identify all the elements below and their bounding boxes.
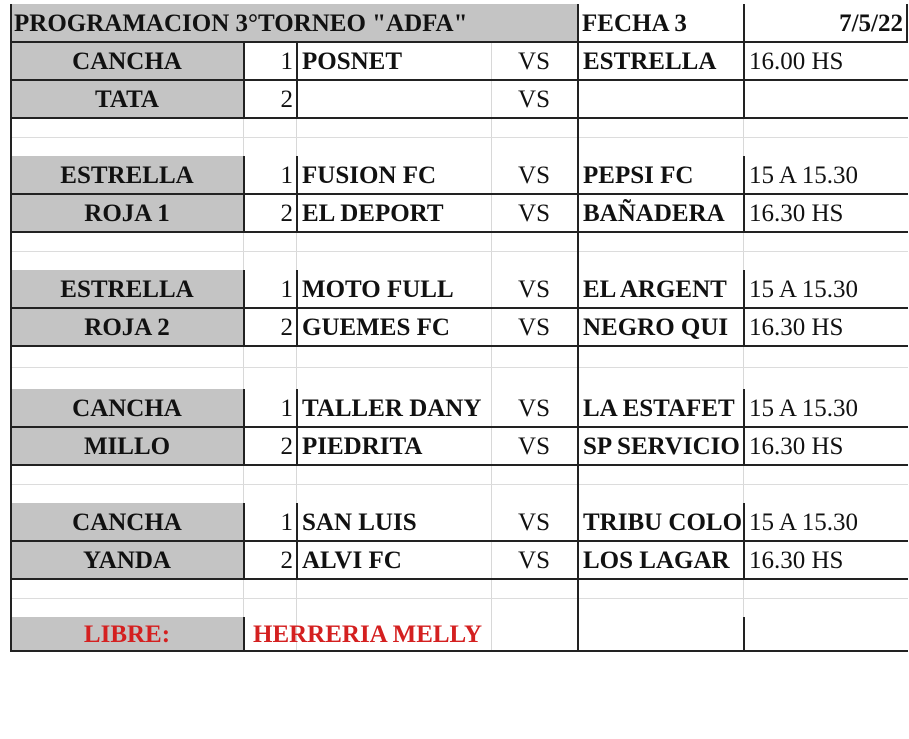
field-number: 1 bbox=[280, 275, 293, 303]
row-border bbox=[10, 578, 908, 580]
row-border bbox=[10, 231, 908, 233]
home-team: ALVI FC bbox=[302, 546, 402, 574]
home-team: TALLER DANY bbox=[302, 394, 482, 422]
column-border bbox=[296, 270, 298, 346]
column-border bbox=[243, 617, 245, 652]
field-number: 2 bbox=[280, 432, 293, 460]
venue-name: ESTRELLA bbox=[60, 161, 194, 189]
column-border bbox=[743, 503, 745, 579]
libre-team: HERRERIA MELLY bbox=[253, 621, 482, 648]
field-number: 2 bbox=[280, 313, 293, 341]
venue-name: ROJA 1 bbox=[84, 199, 170, 227]
field-number: 1 bbox=[280, 394, 293, 422]
column-border bbox=[296, 156, 298, 232]
page-title: PROGRAMACION 3°TORNEO "ADFA" bbox=[14, 9, 468, 37]
venue-name: ESTRELLA bbox=[60, 275, 194, 303]
row-border bbox=[10, 464, 908, 466]
vs-label: VS bbox=[518, 313, 550, 341]
column-border bbox=[243, 503, 245, 579]
column-border bbox=[577, 4, 579, 652]
kickoff-time: 15 A 15.30 bbox=[749, 394, 859, 422]
row-gridline bbox=[10, 484, 908, 485]
home-team: PIEDRITA bbox=[302, 432, 423, 460]
vs-label: VS bbox=[518, 47, 550, 75]
vs-label: VS bbox=[518, 275, 550, 303]
row-border bbox=[10, 307, 908, 309]
away-team: SP SERVICIO bbox=[583, 432, 740, 460]
kickoff-time: 15 A 15.30 bbox=[749, 275, 859, 303]
column-border bbox=[906, 4, 908, 42]
field-number: 1 bbox=[280, 161, 293, 189]
row-border bbox=[10, 79, 908, 81]
libre-label: LIBRE: bbox=[83, 621, 171, 648]
column-border bbox=[743, 156, 745, 232]
column-border bbox=[743, 617, 745, 652]
kickoff-time: 15 A 15.30 bbox=[749, 508, 859, 536]
row-border bbox=[10, 345, 908, 347]
home-team: POSNET bbox=[302, 47, 403, 75]
kickoff-time: 15 A 15.30 bbox=[749, 161, 859, 189]
away-team: NEGRO QUI bbox=[583, 313, 729, 341]
away-team: EL ARGENT bbox=[583, 275, 727, 303]
column-border bbox=[743, 4, 745, 42]
field-number: 2 bbox=[280, 199, 293, 227]
row-border bbox=[10, 426, 908, 428]
vs-label: VS bbox=[518, 394, 550, 422]
column-border bbox=[243, 389, 245, 465]
field-number: 1 bbox=[280, 508, 293, 536]
row-gridline bbox=[10, 598, 908, 599]
kickoff-time bbox=[745, 80, 908, 118]
fixture-sheet bbox=[10, 4, 908, 652]
home-team: FUSION FC bbox=[302, 161, 437, 189]
away-team: BAÑADERA bbox=[583, 199, 725, 227]
column-border bbox=[243, 42, 245, 118]
home-team: MOTO FULL bbox=[302, 275, 454, 303]
away-team: ESTRELLA bbox=[583, 47, 717, 75]
vs-label: VS bbox=[518, 161, 550, 189]
venue-name: CANCHA bbox=[72, 508, 182, 536]
row-gridline bbox=[10, 251, 908, 252]
column-border bbox=[296, 389, 298, 465]
vs-label: VS bbox=[518, 199, 550, 227]
away-team bbox=[579, 80, 743, 118]
away-team: LOS LAGAR bbox=[583, 546, 730, 574]
venue-name: CANCHA bbox=[72, 47, 182, 75]
row-gridline bbox=[10, 137, 908, 138]
home-team: SAN LUIS bbox=[302, 508, 417, 536]
kickoff-time: 16.30 HS bbox=[749, 199, 844, 227]
home-team: GUEMES FC bbox=[302, 313, 450, 341]
venue-name: TATA bbox=[95, 85, 159, 113]
row-border bbox=[10, 117, 908, 119]
field-number: 2 bbox=[280, 85, 293, 113]
vs-label: VS bbox=[518, 432, 550, 460]
venue-name: YANDA bbox=[83, 546, 171, 574]
away-team: PEPSI FC bbox=[583, 161, 694, 189]
round-label: FECHA 3 bbox=[582, 9, 687, 37]
column-border bbox=[743, 270, 745, 346]
row-border bbox=[10, 193, 908, 195]
home-team bbox=[298, 80, 491, 118]
column-border bbox=[296, 503, 298, 579]
venue-name: ROJA 2 bbox=[84, 313, 170, 341]
row-border bbox=[10, 41, 908, 43]
away-team: LA ESTAFET bbox=[583, 394, 735, 422]
field-number: 2 bbox=[280, 546, 293, 574]
row-border bbox=[10, 540, 908, 542]
field-number: 1 bbox=[280, 47, 293, 75]
vs-label: VS bbox=[518, 85, 550, 113]
away-team: TRIBU COLO bbox=[583, 508, 743, 536]
kickoff-time: 16.30 HS bbox=[749, 313, 844, 341]
column-border bbox=[296, 42, 298, 118]
row-border bbox=[10, 650, 908, 652]
kickoff-time: 16.00 HS bbox=[749, 47, 844, 75]
column-border bbox=[243, 270, 245, 346]
column-border bbox=[243, 156, 245, 232]
row-gridline bbox=[10, 367, 908, 368]
match-date: 7/5/22 bbox=[839, 9, 903, 37]
kickoff-time: 16.30 HS bbox=[749, 432, 844, 460]
column-border bbox=[743, 389, 745, 465]
venue-name: MILLO bbox=[83, 432, 171, 460]
column-border bbox=[743, 42, 745, 118]
column-border bbox=[10, 4, 12, 652]
home-team: EL DEPORT bbox=[302, 199, 444, 227]
venue-name: CANCHA bbox=[72, 394, 182, 422]
vs-label: VS bbox=[518, 508, 550, 536]
vs-label: VS bbox=[518, 546, 550, 574]
kickoff-time: 16.30 HS bbox=[749, 546, 844, 574]
